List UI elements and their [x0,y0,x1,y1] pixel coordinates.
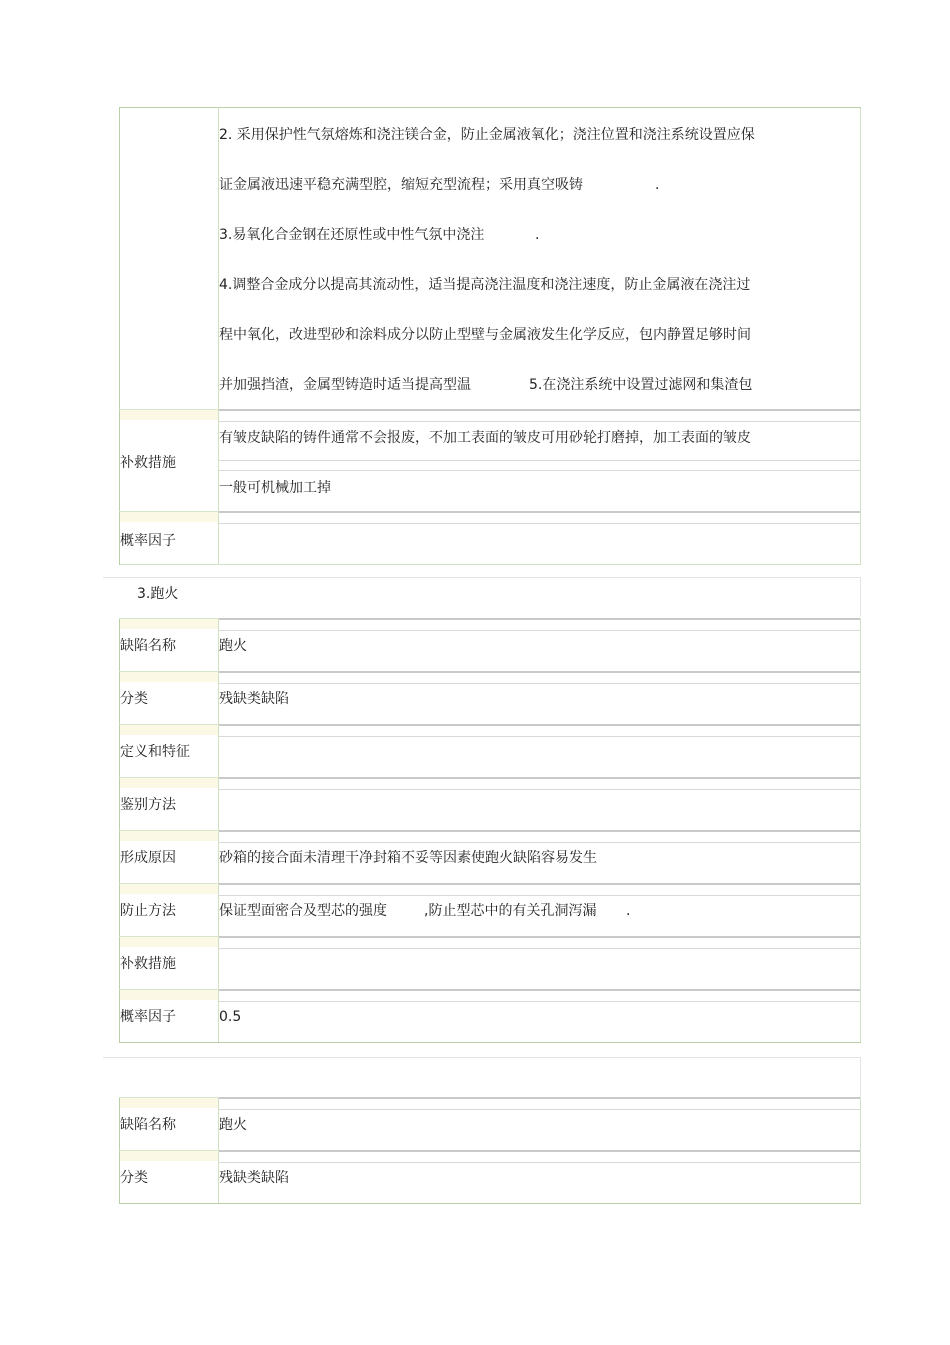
prevention-line-5: 程中氧化，改进型砂和涂料成分以防止型壁与金属液发生化学反应，包内静置足够时间 [219,327,751,343]
paohuo-row-label-2: 定义和特征 [120,744,190,760]
prevention-line-3: 3.易氧化合金钢在还原性或中性气氛中浇注 [219,227,485,243]
paohuo-row-label-0: 缺陷名称 [120,638,176,654]
prevention-line-3-dot: . [535,227,540,243]
paohuo-row-label-7: 概率因子 [120,1009,176,1025]
remedy-line-1: 有皱皮缺陷的铸件通常不会报废，不加工表面的皱皮可用砂轮打磨掉，加工表面的皱皮 [219,430,751,446]
paohuo-row-value-5-b: ,防止型芯中的有关孔洞泻漏 [424,903,597,919]
remedy-line-2: 一般可机械加工掉 [219,480,331,496]
paohuo2-row-value-1: 残缺类缺陷 [219,1170,289,1186]
paohuo2-row-label-1: 分类 [120,1170,148,1186]
prevention-line-2-dot: . [655,177,660,193]
paohuo-row-value-7: 0.5 [219,1009,242,1025]
prevention-line-4: 4.调整合金成分以提高其流动性，适当提高浇注温度和浇注速度，防止金属液在浇注过 [219,277,751,293]
section-header-3 [103,577,861,617]
section-header-4 [103,1057,861,1097]
paohuo-row-value-5-c: . [626,903,631,919]
paohuo-row-value-1: 残缺类缺陷 [219,691,289,707]
paohuo2-row-label-0: 缺陷名称 [120,1117,176,1133]
section-3-heading: 3.跑火 [137,586,179,602]
prevention-line-1: 2. 采用保护性气氛熔炼和浇注镁合金，防止金属液氧化；浇注位置和浇注系统设置应保 [219,127,755,143]
paohuo-row-value-0: 跑火 [219,638,247,654]
paohuo-row-label-1: 分类 [120,691,148,707]
prevention-line-6: 并加强挡渣，金属型铸造时适当提高型温 [219,377,471,393]
paohuo-row-value-5: 保证型面密合及型芯的强度 [219,903,387,919]
paohuo-row-label-5: 防止方法 [120,903,176,919]
paohuo-row-label-6: 补救措施 [120,956,176,972]
prevention-item-5: 5.在浇注系统中设置过滤网和集渣包 [529,377,753,393]
paohuo-row-label-3: 鉴别方法 [120,797,176,813]
paohuo-row-value-4: 砂箱的接合面未清理干净封箱不妥等因素使跑火缺陷容易发生 [219,850,597,866]
prevention-line-2: 证金属液迅速平稳充满型腔，缩短充型流程；采用真空吸铸 [219,177,583,193]
paohuo2-row-value-0: 跑火 [219,1117,247,1133]
paohuo-row-label-4: 形成原因 [120,850,176,866]
remedy-label: 补救措施 [120,455,176,471]
prob-label: 概率因子 [120,533,176,549]
